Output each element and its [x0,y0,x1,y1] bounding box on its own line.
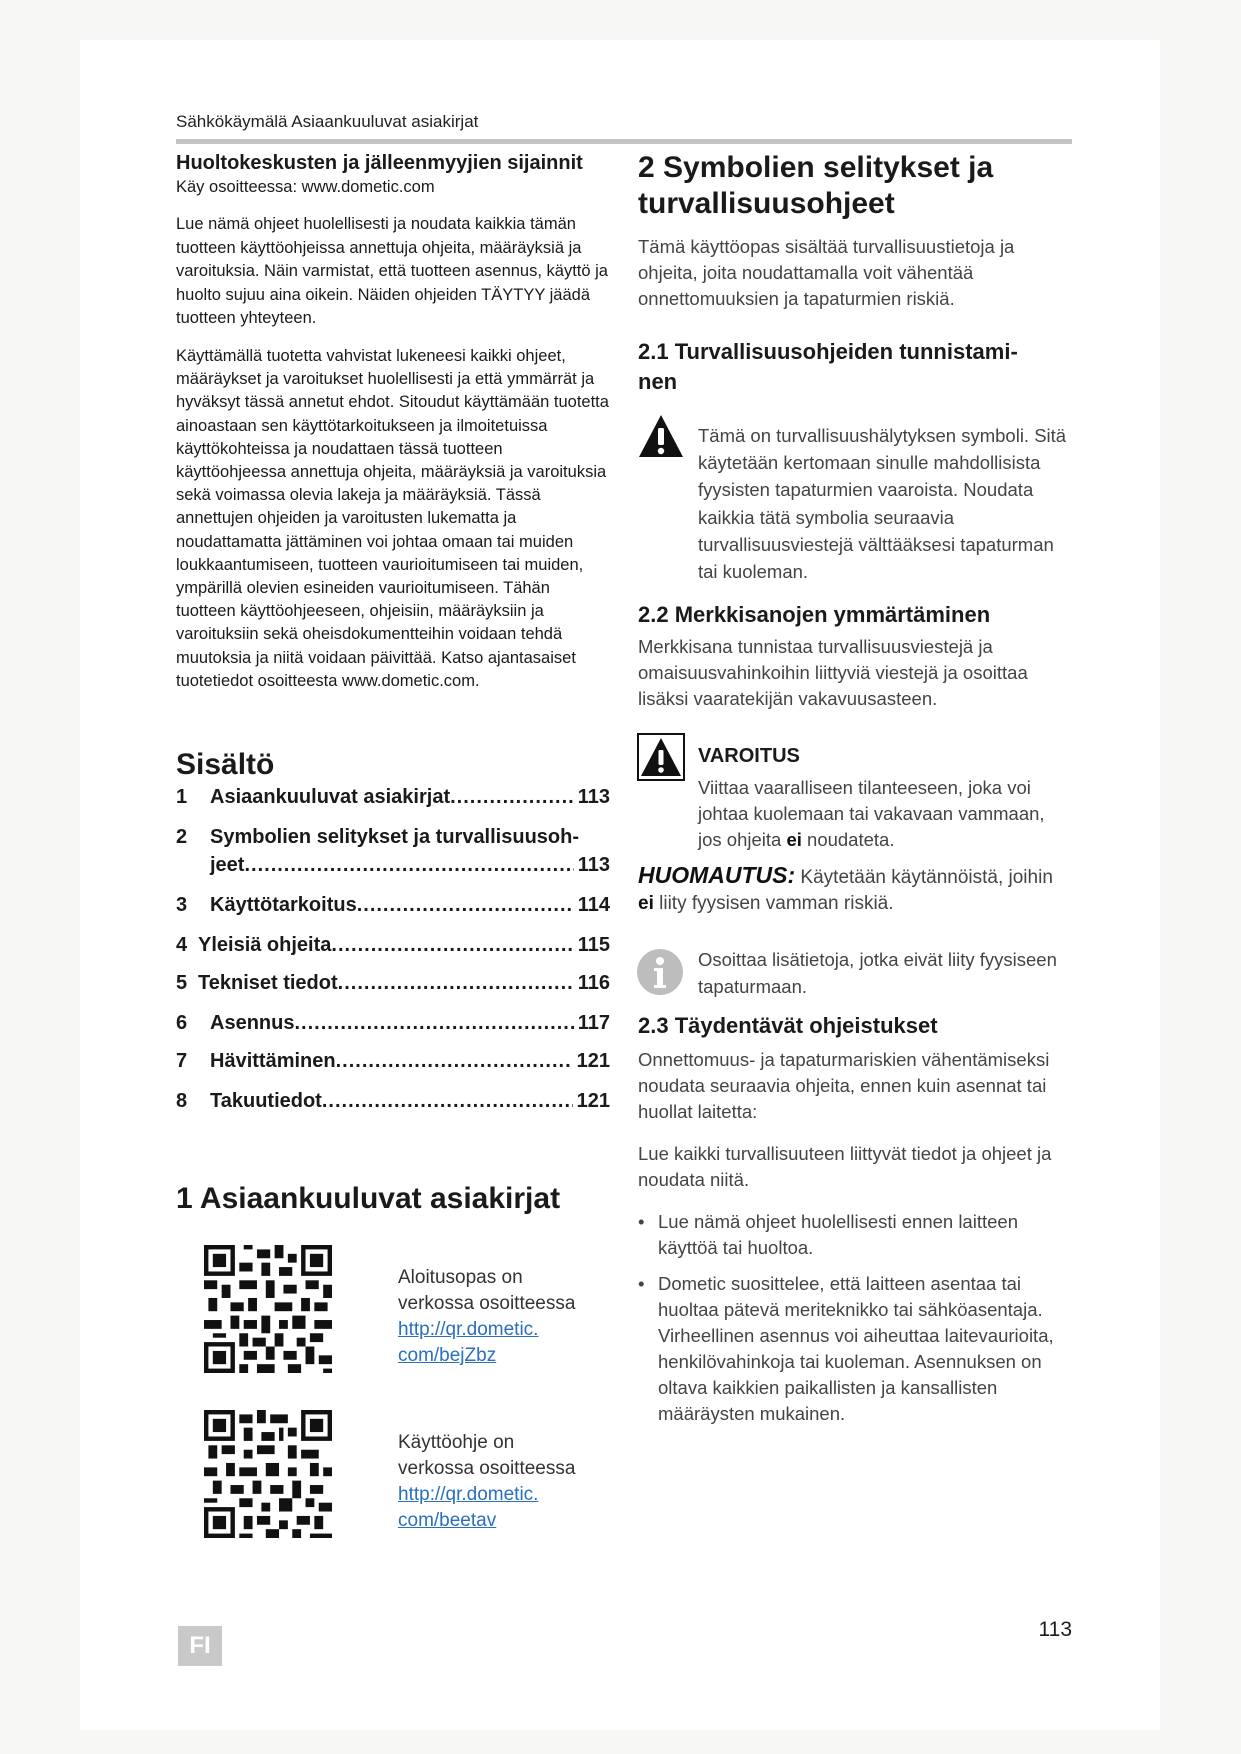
intro-paragraph-2: Käyttämällä tuotetta vahvistat lukeneesi kaikki ohjeet, määräykset ja varoitukset huolellisesti ja että ymmärrät ja hyväksyt tässä annetut ehdot. Sitoudut käyttämään tuotetta ainoastaan sen käyttötarkoitukseen ja ilmoitetuissa käyttökohteissa ja noudattaen tässä tuotteen käyttöohjeessa annettuja ohjeita, määräyksiä ja varoituksia sekä voimassa olevia lakeja ja määräyksiä. Tässä annettujen ohjeiden ja varoitusten lukematta ja noudattamatta jättäminen voi johtaa omaan tai muiden loukkaantumiseen, tuotteen vaurioitumiseen tai muiden, ympärillä olevien esineiden vaurioitumiseen. Tähän tuotteen käyttöohjeeseen, ohjeisiin, määräyksiin ja varoituksiin sekä oheisdokumentteihin voidaan tehdä muutoksia ja niitä voidaan päivittää. Katso ajantasaiset tuotetiedot osoitteesta www.dometic.com. [176,347,609,690]
language-badge: FI [178,1626,222,1666]
qr-code-quick-guide[interactable] [204,1245,332,1373]
toc-item[interactable]: 7 Hävittäminen ..... 121 [176,1050,610,1073]
section-2-3-text: Onnettomuus- ja tapaturmariskien vähentämiseksi noudata seuraavia ohjeita, ennen kuin asennat tai huollat laitetta: [638,1049,1050,1122]
notice-label: HUOMAUTUS: [638,862,796,888]
toc-item[interactable]: 4 Yleisiä ohjeita ..... 115 [176,934,610,957]
user-manual-link[interactable]: http://qr.dometic. [398,1484,539,1505]
section-2-2-text: Merkkisana tunnistaa turvallisuusviestejä ja omaisuusvahinkoihin liittyviä viestejä ja osoittaa lisäksi vaaratekijän vakavuusasteen. [638,636,1028,709]
qr-code-user-manual[interactable] [204,1410,332,1538]
section-2-1-title: 2.1 Turvallisuusohjeiden tunnistami- nen [638,339,1018,394]
info-icon [636,948,684,996]
section-2-3-title: 2.3 Täydentävät ohjeistukset [638,1013,938,1038]
safety-symbol-description: Tämä on turvallisuushälytyksen symboli. Sitä käytetään kertomaan sinulle mahdollisista fyysisten tapaturmien vaaroista. Noudata kaikkia tätä symbolia seuraavia turvallisuusviestejä välttääksesi tapaturman tai kuoleman. [698,425,1067,583]
toc-item[interactable]: 6 Asennus ..... 117 [176,1012,610,1035]
safety-alert-icon [637,413,685,459]
toc-item[interactable]: 8 Takuutiedot ..... 121 [176,1090,610,1113]
toc-item[interactable]: 1 Asiaankuuluvat asiakirjat ..... 113 [176,786,610,809]
toc-title: Sisältö [176,748,275,781]
notice-text: HUOMAUTUS: Käytetään käytännöistä, joihin ei liity fyysisen vamman riskiä. [638,862,1053,914]
section-2-3-text-2: Lue kaikki turvallisuuteen liittyvät tiedot ja ohjeet ja noudata niitä. [638,1143,1052,1190]
section-2-title: 2 Symbolien selitykset ja turvallisuusohjeet [638,151,994,220]
info-text: Osoittaa lisätietoja, jotka eivät liity fyysiseen tapaturmaan. [698,949,1057,997]
page-number: 113 [1038,1618,1072,1641]
page-header-breadcrumb: Sähkökäymälä Asiaankuuluvat asiakirjat [176,112,479,131]
section-1-title: 1 Asiaankuuluvat asiakirjat [176,1182,561,1215]
section-2-intro: Tämä käyttöopas sisältää turvallisuustietoja ja ohjeita, joita noudattamalla voit vähentää onnettomuuksien ja tapaturmien riskiä. [638,236,1015,309]
list-item: • Dometic suosittelee, että laitteen asentaa tai huoltaa pätevä meriteknikko tai sähköasentaja. Virheellinen asennus voi aiheuttaa laitevaurioita, henkilövahinkoja tai kuoleman. Asennuksen on oltava kaikkien paikallisten ja kansallisten määräysten mukainen. [638,1271,1072,1427]
toc-item[interactable]: 3 Käyttötarkoitus ..... 114 [176,894,610,917]
quick-guide-description: Aloitusopas on verkossa osoitteessa http://qr.dometic. com/bejZbz [398,1265,618,1369]
quick-guide-link[interactable]: http://qr.dometic. [398,1319,539,1340]
visit-website-text: Käy osoitteessa: www.dometic.com [176,178,435,196]
warning-text: Viittaa vaaralliseen tilanteeseen, joka voi johtaa kuolemaan tai vakavaan vammaan, jos ohjeita ei noudateta. [698,777,1045,850]
warning-icon [637,733,685,781]
toc-item[interactable]: 2 Symbolien selitykset ja turvallisuusoh- [176,826,580,848]
header-divider [176,139,1072,144]
toc-item[interactable]: 5 Tekniset tiedot ..... 116 [176,972,610,995]
section-2-2-title: 2.2 Merkkisanojen ymmärtäminen [638,602,991,627]
user-manual-description: Käyttöohje on verkossa osoitteessa http://qr.dometic. com/beetav [398,1430,618,1534]
toc-item-continuation[interactable]: jeet ..... 113 [176,854,610,877]
warning-title: VAROITUS [698,745,800,767]
safety-bullet-list [638,1209,1072,1437]
service-locations-heading: Huoltokeskusten ja jälleenmyyjien sijainnit [176,152,583,174]
intro-paragraph-1: Lue nämä ohjeet huolellisesti ja noudata kaikkia tämän tuotteen käyttöohjeissa annettuja ohjeita, määräyksiä ja varoituksia. Näin varmistat, että tuotteen asennus, käyttö ja huolto sujuu aina oikein. Näiden ohjeiden TÄYTYY jäädä tuotteen yhteyteen. [176,215,608,327]
list-item: • Lue nämä ohjeet huolellisesti ennen laitteen käyttöä tai huoltoa. [638,1209,1072,1261]
